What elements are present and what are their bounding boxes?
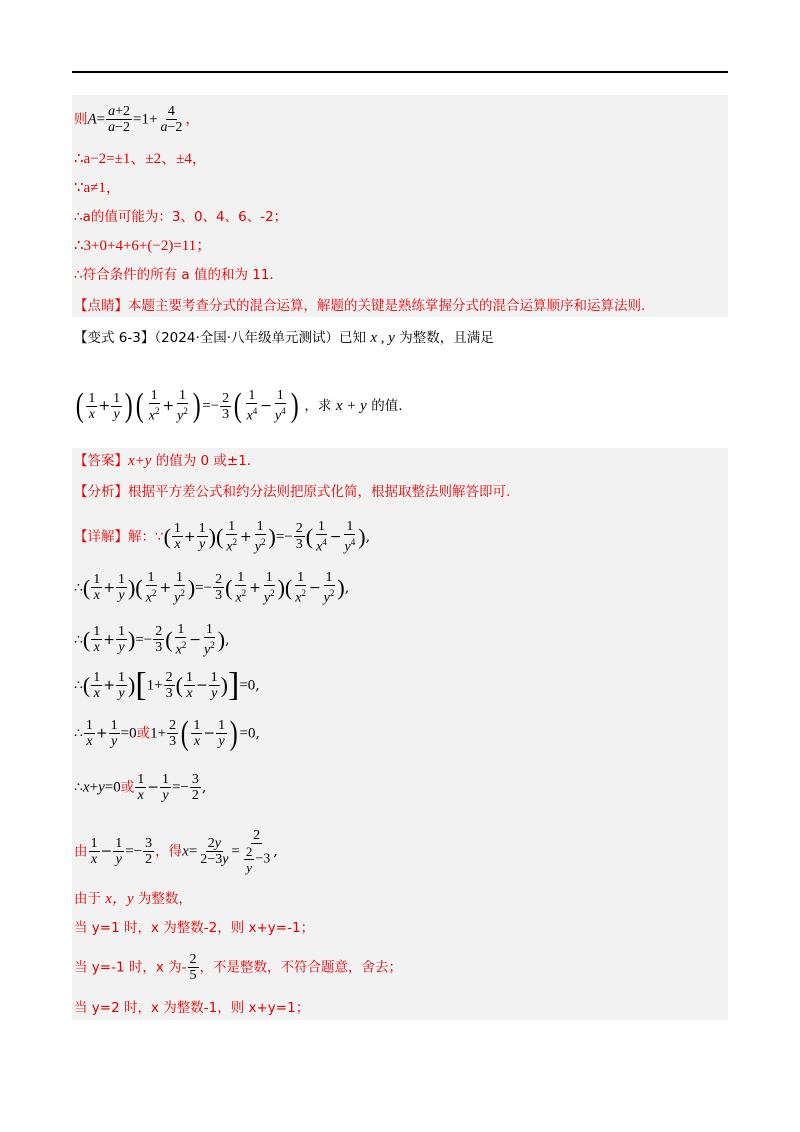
case-y-1: 当 y=1 时，x 为整数-2，则 x+y=-1； [74,920,315,936]
detail-line-3: ∴( $\frac{1}{x}$ + $\frac{1}{y}$ )=− $\frac{2}{3}$ ( $\frac{1}{x^2}$ − $\frac{1}{y^2}$ ), [74,622,230,658]
header-rule [72,71,728,73]
line-a-ne-1: ∵a≠1， [74,180,121,196]
line-sum: ∴3+0+4+6+(−2)=11； [74,238,212,254]
detail-line-2: ∴( $\frac{1}{x}$ + $\frac{1}{y}$ )( $\frac{1}{x^2}$ + $\frac{1}{y^2}$ )=− $\frac{2}{3}$ ( $\frac{1}{x^2}$ + $\frac{1}{y^2}$ )( $\frac{1}{x^2}$ − $\frac{1}{y^2}$ ), [74,570,350,606]
analysis-line: 【分析】根据平方差公式和约分法则把原式化简，根据取整法则解答即可. [74,484,511,500]
detail-line-6: ∴x+y=0或 $\frac{1}{x}$ − $\frac{1}{y}$ =− $\frac{3}{2}$ , [74,772,207,803]
detail-line-5: ∴ $\frac{1}{x}$ + $\frac{1}{y}$ =0或1+ $\frac{2}{3}$ ( $\frac{1}{x}$ − $\frac{1}{y}$ ) =0, [74,714,260,752]
detail-line-4: ∴( $\frac{1}{x}$ + $\frac{1}{y}$ )[1+ $\frac{2}{3}$ ( $\frac{1}{x}$ − $\frac{1}{y}$ )]=0, [74,666,260,704]
comment-line: 【点睛】本题主要考查分式的混合运算，解题的关键是熟练掌握分式的混合运算顺序和运算法则． [74,298,655,314]
line-divisors: ∴a−2=±1、±2、±4， [74,151,207,167]
detail-line-7: 由 $\frac{1}{x}$ − $\frac{1}{y}$ =− $\frac{3}{2}$ ，得x= $\frac{2y}{2-3y}$ = 2 $\frac{2}{y}$ −3 , [74,828,278,875]
line-a-values: ∴a的值可能为：3、0、4、6、-2； [74,209,288,225]
case-y-2: 当 y=2 时，x 为整数-1，则 x+y=1； [74,1000,310,1016]
variant-equation: ( $\frac{1}{x}$ + $\frac{1}{y}$ )( $\frac{1}{x^2}$ + $\frac{1}{y^2}$ ) =− $\frac{2}{3}$ ( $\frac{1}{x^4}$ − $\frac{1}{y^4}$ ) ，求 x + y 的值. [75,387,403,424]
answer-line: 【答案】x+y 的值为 0 或±1. [74,453,252,469]
line-A-equals: 则A= $\frac{a+2}{a-2}$ =1+ $\frac{4}{a-2}$ ， [74,104,200,135]
since-line: 由于 x，y 为整数， [74,891,192,907]
case-y-minus-1: 当 y=-1 时，x 为- $\frac{2}{5}$ ，不是整数，不符合题意，舍去； [74,952,402,983]
line-result: ∴符合条件的所有 a 值的和为 11． [74,267,283,283]
variant-heading: 【变式 6-3】（2024·全国·八年级单元测试）已知 x , y 为整数，且满足 [74,330,494,346]
detail-line-1: 【详解】解：∵( $\frac{1}{x}$ + $\frac{1}{y}$ )( $\frac{1}{x^2}$ + $\frac{1}{y^2}$ )=− $\frac{2}{3}$ ( $\frac{1}{x^4}$ − $\frac{1}{y^4}$ ), [74,519,371,555]
